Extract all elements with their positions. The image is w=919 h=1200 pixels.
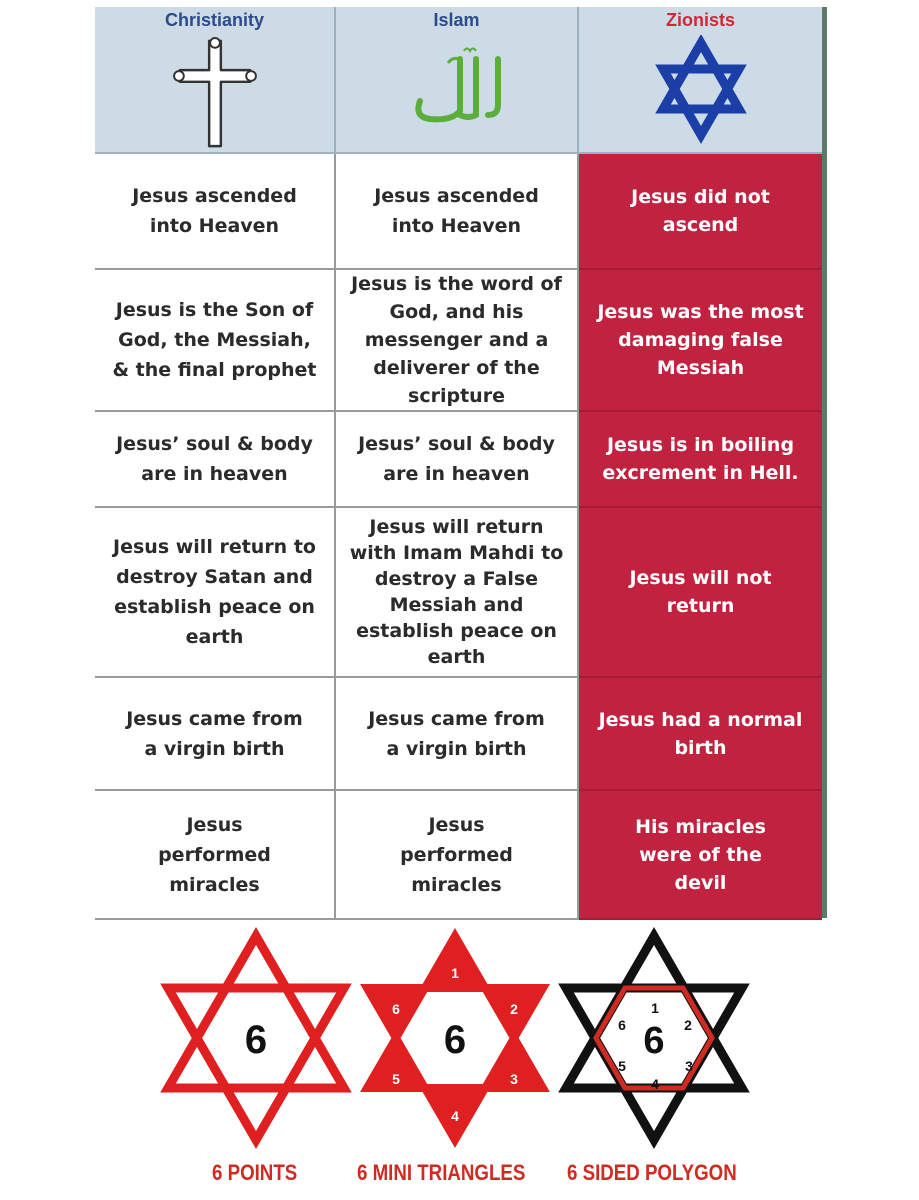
header-christianity [95, 7, 336, 154]
triangle-number: 5 [392, 1071, 400, 1087]
cell-christianity: Jesus performed miracles [95, 791, 336, 920]
cell-christianity: Jesus is the Son of God, the Messiah, & the final prophet [95, 270, 336, 412]
cross-icon [170, 37, 260, 152]
header-zionists [579, 7, 822, 154]
cell-islam: Jesus ascended into Heaven [336, 154, 579, 270]
side-number: 3 [685, 1058, 693, 1074]
header-label: Christianity [164, 10, 265, 30]
cell-islam: Jesus will return with Imam Mahdi to destroy a False Messiah and establish peace on earth [336, 508, 579, 678]
cell-islam: Jesus came from a virgin birth [336, 678, 579, 791]
header-islam [336, 7, 579, 154]
center-number-star2: 6 [443, 1018, 467, 1062]
cell-christianity: Jesus will return to destroy Satan and establish peace on earth [95, 508, 336, 678]
cell-zionists: Jesus was the most damaging false Messiah [579, 270, 822, 412]
cell-zionists: Jesus is in boiling excrement in Hell. [579, 412, 822, 508]
cell-zionists: Jesus did not ascend [579, 154, 822, 270]
cell-islam: Jesus’ soul & body are in heaven [336, 412, 579, 508]
side-number: 4 [651, 1076, 659, 1092]
center-number-star1: 6 [244, 1018, 268, 1062]
caption-six-points: 6 POINTS [212, 1160, 298, 1185]
header-label: Zionists [665, 10, 735, 30]
cell-zionists: His miracles were of the devil [579, 791, 822, 920]
comparison-table [95, 7, 826, 918]
star-of-david-icon [651, 35, 751, 145]
comparison-grid [95, 7, 822, 918]
header-label: Islam [433, 10, 480, 30]
triangle-number: 1 [451, 965, 459, 981]
cell-christianity: Jesus ascended into Heaven [95, 154, 336, 270]
center-number-star3: 6 [643, 1020, 665, 1062]
cell-zionists: Jesus had a normal birth [579, 678, 822, 791]
hexagram-diagrams [0, 918, 919, 1200]
cell-islam: Jesus performed miracles [336, 791, 579, 920]
table-edge-strip [822, 7, 827, 918]
triangle-number: 4 [451, 1108, 459, 1124]
cell-christianity: Jesus came from a virgin birth [95, 678, 336, 791]
triangle-number: 6 [392, 1001, 400, 1017]
caption-six-sided-polygon: 6 SIDED POLYGON [567, 1160, 737, 1185]
side-number: 6 [618, 1017, 626, 1033]
triangle-number: 3 [510, 1071, 518, 1087]
side-number: 2 [684, 1017, 692, 1033]
allah-calligraphy-icon [402, 39, 512, 139]
triangle-number: 2 [510, 1001, 518, 1017]
cell-christianity: Jesus’ soul & body are in heaven [95, 412, 336, 508]
side-number: 1 [651, 1000, 659, 1016]
cell-zionists: Jesus will not return [579, 508, 822, 678]
side-number: 5 [618, 1058, 626, 1074]
cell-islam: Jesus is the word of God, and his messenger and a deliverer of the scripture [336, 270, 579, 412]
caption-six-mini-triangles: 6 MINI TRIANGLES [357, 1160, 526, 1185]
